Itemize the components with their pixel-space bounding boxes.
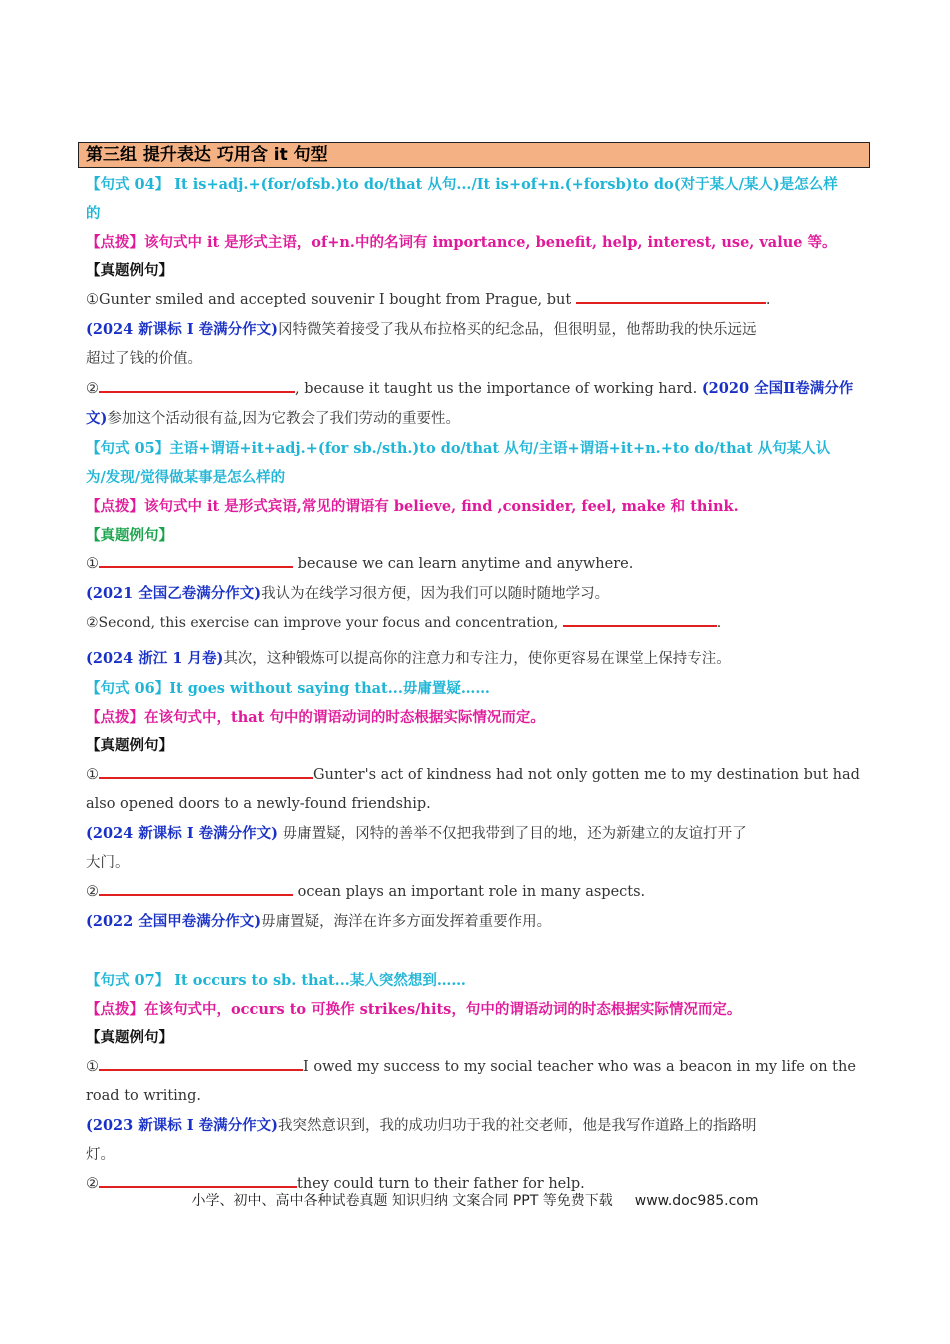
example-text: Gunter's act of kindness had not only gotten me to my destination but had	[313, 767, 860, 783]
example-translation	[86, 315, 866, 345]
pattern-04-heading-cont: 的	[86, 205, 101, 222]
example-sentence	[86, 878, 866, 907]
examples-label: 【真题例句】	[86, 738, 173, 754]
example-number: ①	[86, 556, 99, 572]
pattern-07-heading: 【句式 07】 It occurs to sb. that...某人突然想到……	[86, 972, 466, 989]
examples-label: 【真题例句】	[86, 1030, 173, 1046]
page-footer	[0, 1190, 950, 1210]
example-source: (2021 全国乙卷满分作文)	[86, 585, 262, 602]
example-source-cont: 文)	[86, 410, 108, 427]
example-end: .	[765, 292, 771, 308]
example-translation-cont: 超过了钱的价值。	[86, 351, 202, 367]
pattern-05-tip: 【点拨】该句式中 it 是形式宾语,常见的谓语有 believe, find ,consider, feel, make 和 think.	[86, 498, 739, 515]
example-source: (2024 浙江 1 月卷)	[86, 650, 224, 667]
example-translation	[86, 404, 866, 434]
pattern-06-heading: 【句式 06】It goes without saying that...毋庸置疑……	[86, 680, 490, 697]
pattern-07-tip: 【点拨】在该句式中，occurs to 可换作 strikes/hits，句中的谓语动词的时态根据实际情况而定。	[86, 1001, 742, 1018]
translation-text: 冈特微笑着接受了我从布拉格买的纪念品，但很明显，他帮助我的快乐远远	[278, 322, 757, 338]
example-translation	[86, 819, 866, 849]
examples-label: 【真题例句】	[86, 263, 173, 279]
example-number: ②	[86, 381, 99, 397]
translation-text: 其次，这种锻炼可以提高你的注意力和专注力，使你更容易在课堂上保持专注。	[223, 651, 731, 667]
example-sentence-cont: road to writing.	[86, 1088, 202, 1104]
example-sentence	[86, 609, 866, 638]
example-number: ①	[86, 767, 99, 783]
answer-blank[interactable]	[99, 375, 295, 393]
example-text: ①Gunter smiled and accepted souvenir I bought from Prague, but	[86, 292, 576, 308]
example-sentence	[86, 761, 866, 790]
example-text: they could turn to their father for help.	[297, 1176, 585, 1192]
example-translation	[86, 1111, 866, 1141]
example-text: I owed my success to my social teacher who was a beacon in my life on the	[303, 1059, 856, 1075]
content-body	[86, 170, 866, 1199]
example-source: (2024 新课标 I 卷满分作文)	[86, 321, 279, 338]
example-number: ②	[86, 1176, 99, 1192]
example-source: (2023 新课标 I 卷满分作文)	[86, 1117, 279, 1134]
translation-text: 我认为在线学习很方便，因为我们可以随时随地学习。	[261, 586, 610, 602]
example-source: (2024 新课标 I 卷满分作文)	[86, 825, 279, 842]
example-sentence	[86, 1053, 866, 1082]
example-end: .	[716, 615, 722, 631]
example-sentence	[86, 374, 866, 404]
example-source: (2020 全国Ⅱ卷满分作	[701, 380, 854, 397]
footer-text: 小学、初中、高中各种试卷真题 知识归纳 文案合同 PPT 等免费下载	[191, 1193, 613, 1209]
example-translation	[86, 907, 866, 937]
translation-text: 毋庸置疑，冈特的善举不仅把我带到了目的地，还为新建立的友谊打开了	[278, 826, 747, 842]
answer-blank[interactable]	[99, 550, 293, 568]
pattern-05-heading-cont: 为/发现/觉得做某事是怎么样的	[86, 469, 286, 486]
example-sentence	[86, 286, 866, 315]
example-text: because we can learn anytime and anywhere.	[293, 556, 634, 572]
answer-blank[interactable]	[99, 1053, 303, 1071]
translation-text: 参加这个活动很有益,因为它教会了我们劳动的重要性。	[107, 411, 460, 427]
translation-text: 毋庸置疑，海洋在许多方面发挥着重要作用。	[261, 914, 552, 930]
section-title: 第三组 提升表达 巧用含 it 句型	[78, 142, 870, 168]
answer-blank[interactable]	[563, 609, 717, 627]
pattern-04-tip: 【点拨】该句式中 it 是形式主语，of+n.中的名词有 importance, benefit, help, interest, use, value 等。	[86, 234, 837, 251]
example-text: ocean plays an important role in many aspects.	[293, 884, 646, 900]
example-translation-cont: 灯。	[86, 1147, 115, 1163]
footer-link[interactable]: www.doc985.com	[634, 1193, 759, 1209]
example-sentence-cont: also opened doors to a newly-found friendship.	[86, 796, 431, 812]
example-text: ②Second, this exercise can improve your focus and concentration,	[86, 615, 563, 631]
example-translation	[86, 644, 866, 674]
example-number: ②	[86, 884, 99, 900]
example-text: , because it taught us the importance of working hard.	[295, 381, 702, 397]
answer-blank[interactable]	[99, 1170, 297, 1188]
translation-text: 我突然意识到，我的成功归功于我的社交老师，他是我写作道路上的指路明	[278, 1118, 757, 1134]
pattern-04-heading: 【句式 04】 It is+adj.+(for/ofsb.)to do/that 从句.../It is+of+n.(+forsb)to do(对于某人/某人)是怎么样	[86, 176, 838, 193]
answer-blank[interactable]	[99, 878, 293, 896]
example-sentence	[86, 550, 866, 579]
pattern-05-heading: 【句式 05】主语+谓语+it+adj.+(for sb./sth.)to do/that 从句/主语+谓语+it+n.+to do/that 从句某人认	[86, 440, 831, 457]
pattern-06-tip: 【点拨】在该句式中，that 句中的谓语动词的时态根据实际情况而定。	[86, 709, 545, 726]
example-source: (2022 全国甲卷满分作文)	[86, 913, 262, 930]
answer-blank[interactable]	[576, 286, 766, 304]
examples-label: 【真题例句】	[86, 527, 173, 544]
example-number: ①	[86, 1059, 99, 1075]
example-translation-cont: 大门。	[86, 855, 130, 871]
example-translation	[86, 579, 866, 609]
answer-blank[interactable]	[99, 761, 313, 779]
